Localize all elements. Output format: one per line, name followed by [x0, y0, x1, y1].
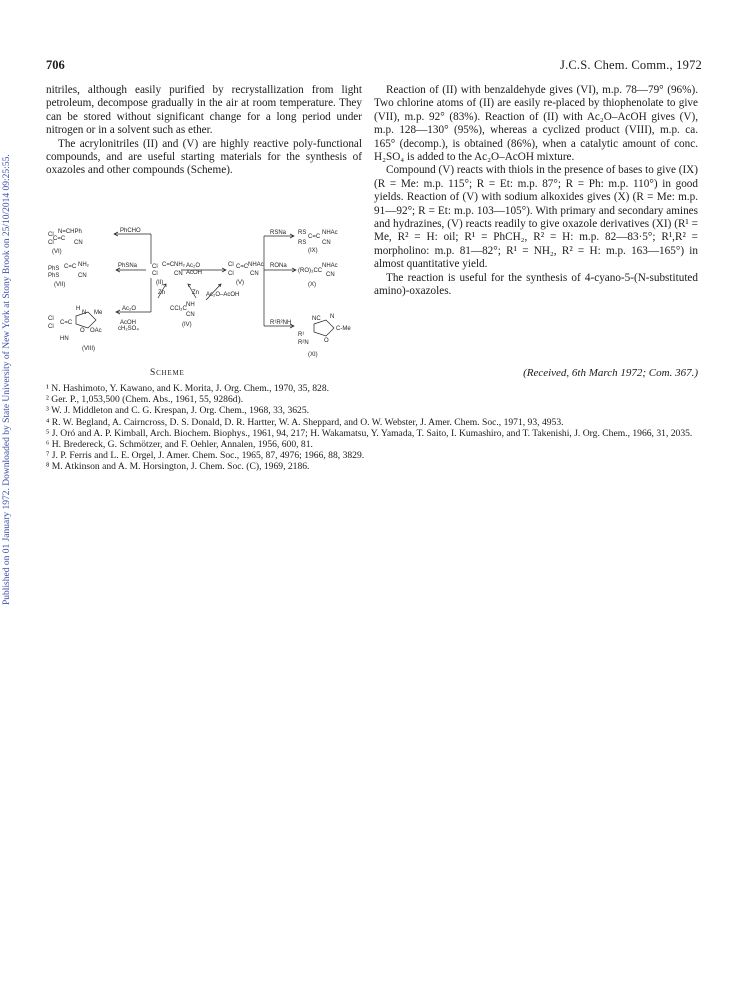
- reaction-scheme: [46, 226, 364, 362]
- svg-text:PhS: PhS: [48, 266, 60, 272]
- svg-text:O: O: [80, 328, 85, 334]
- reference-item: ⁴ R. W. Begland, A. Cairncross, D. S. Donald, D. R. Hartter, W. A. Sheppard, and O. W. Webster, J. Amer. Chem. Soc., 1971, 93, 4953.: [46, 416, 564, 428]
- label-viii: (VIII): [82, 346, 95, 352]
- scheme-caption: Scheme: [150, 368, 185, 378]
- svg-text:(RO)₃CC: (RO)₃CC: [298, 268, 323, 274]
- svg-text:R¹: R¹: [298, 332, 305, 338]
- svg-text:CN: CN: [78, 273, 87, 279]
- svg-text:CN: CN: [74, 240, 83, 246]
- svg-text:OAc: OAc: [90, 328, 102, 334]
- svg-text:NHAc: NHAc: [322, 263, 338, 269]
- svg-text:NH₂: NH₂: [78, 262, 89, 268]
- svg-text:Cl: Cl: [48, 232, 54, 238]
- svg-text:C=C: C=C: [236, 264, 249, 270]
- reagent-ac2o-2: Ac₂O: [122, 306, 136, 312]
- reagent-ac2o-acoh: Ac₂O–AcOH: [206, 292, 240, 298]
- svg-text:NH: NH: [186, 302, 195, 308]
- right-column: [374, 84, 698, 299]
- svg-text:C-Me: C-Me: [336, 326, 351, 332]
- svg-text:NC: NC: [312, 316, 321, 322]
- reagent-rona: RONa: [270, 263, 287, 269]
- reagent-phcho: PhCHO: [120, 228, 141, 234]
- svg-text:Me: Me: [94, 310, 103, 316]
- svg-text:NHAc: NHAc: [322, 230, 338, 236]
- right-paragraph-1: Reaction of (II) with benzaldehyde gives (VI), m.p. 78—79° (96%). Two chlorine atoms of (II) are easily re-placed by thiophenolate to give (VII), m.p. 92° (83%). Reaction of (II) with Ac₂O–AcOH gives (V), m.p. 128—130° (95%), whereas a cyclized product (VIII), m.p. ca. 165° (decomp.), is obtained (86%), when a catalytic amount of conc. H₂SO₄ is added to the Ac₂O–AcOH mixture.: [374, 84, 698, 164]
- page-number: 706: [46, 58, 65, 72]
- label-iv: (IV): [182, 322, 192, 328]
- svg-text:HN: HN: [60, 336, 69, 342]
- svg-text:R²N: R²N: [298, 340, 309, 346]
- reagent-h2so4: cH₂SO₄: [118, 326, 139, 332]
- svg-text:PhS: PhS: [48, 273, 60, 279]
- right-paragraph-2: Compound (V) reacts with thiols in the presence of bases to give (IX) (R = Me: m.p. 115°; R = Et: m.p. 87°; R = Ph: m.p. 110°) in good yields. Reaction of (V) with sodium alkoxides gives (X) (R = Me: m.p. 91—92°; R = Et: m.p. 103—105°). With primary and secondary amines and hydrazines, (V) reacts readily to give oxazole derivatives (XI) (R¹ = Me, R² = H: oil; R¹ = PhCH₂, R² = H: m.p. 82—83·5°; R¹,R² = morpholino: m.p. 81—82°; R¹ = NH₂, R² = H: m.p. 163—165°) in almost quantitative yield.: [374, 164, 698, 271]
- svg-text:CN: CN: [326, 272, 335, 278]
- reagent-rsna: RSNa: [270, 230, 287, 236]
- left-paragraph-2: The acrylonitriles (II) and (V) are highly reactive poly-functional compounds, and are useful starting materials for the synthesis of oxazoles and other compounds (Scheme).: [46, 137, 362, 177]
- svg-text:N: N: [82, 310, 87, 316]
- label-ii: (II): [156, 280, 164, 286]
- references: [46, 383, 698, 473]
- left-column: [46, 84, 362, 178]
- reference-item: ¹ N. Hashimoto, Y. Kawano, and K. Morita, J. Org. Chem., 1970, 35, 828.: [46, 383, 330, 394]
- svg-text:CN: CN: [250, 271, 259, 277]
- svg-text:RS: RS: [298, 240, 307, 246]
- label-ix: (IX): [308, 248, 318, 254]
- reagent-phsna: PhSNa: [118, 263, 138, 269]
- svg-text:CN: CN: [174, 271, 183, 277]
- reference-item: ² Ger. P., 1,053,500 (Chem. Abs., 1961, 55, 9286d).: [46, 394, 244, 406]
- reference-item: ⁵ J. Oró and A. P. Kimball, Arch. Biochem. Biophys., 1961, 94, 217; H. Wakamatsu, Y. Yamada, T. Saito, I. Kumashiro, and T. Takenishi, J. Org. Chem., 1966, 31, 2035.: [46, 427, 693, 439]
- label-v: (V): [236, 280, 244, 286]
- svg-text:Cl: Cl: [152, 271, 158, 277]
- download-watermark: Published on 01 January 1972. Downloaded by State University of New York at Stony Brook on 25/10/2014 09:25:55.: [2, 154, 12, 606]
- svg-text:C=C: C=C: [53, 236, 66, 242]
- reagent-r1r2nh: R¹R²NH: [270, 320, 292, 326]
- svg-text:H: H: [76, 306, 81, 312]
- reagent-zn-1: Zn: [158, 290, 166, 296]
- reagent-zn-2: Zn: [192, 290, 200, 296]
- reference-item: ⁶ H. Bredereck, G. Schmötzer, and F. Oehler, Annalen, 1956, 600, 81.: [46, 439, 313, 451]
- svg-text:C=C: C=C: [162, 262, 175, 268]
- reagent-ac2o: Ac₂O: [186, 263, 200, 269]
- svg-text:Cl: Cl: [228, 271, 234, 277]
- reagent-acoh: AcOH: [186, 270, 203, 276]
- reference-item: ³ W. J. Middleton and C. G. Krespan, J. Org. Chem., 1968, 33, 3625.: [46, 405, 310, 417]
- reference-item: ⁸ M. Atkinson and A. M. Horsington, J. Chem. Soc. (C), 1969, 2186.: [46, 461, 310, 473]
- svg-text:Cl: Cl: [228, 262, 234, 268]
- svg-text:CN: CN: [186, 312, 195, 318]
- svg-text:Cl: Cl: [48, 324, 54, 330]
- svg-text:NH₂: NH₂: [174, 262, 185, 268]
- svg-text:C=C: C=C: [60, 320, 73, 326]
- reagent-acoh-2: AcOH: [120, 320, 137, 326]
- reference-item: ⁷ J. P. Ferris and L. E. Orgel, J. Amer. Chem. Soc., 1965, 87, 4976; 1966, 88, 3829.: [46, 450, 365, 462]
- right-paragraph-3: The reaction is useful for the synthesis of 4-cyano-5-(N-substituted amino)-oxazoles.: [374, 271, 698, 298]
- svg-text:Cl: Cl: [152, 264, 158, 270]
- svg-text:N=CHPh: N=CHPh: [58, 229, 82, 235]
- label-x: (X): [308, 282, 316, 288]
- svg-text:NHAc: NHAc: [248, 262, 264, 268]
- label-vi: (VI): [52, 249, 62, 255]
- svg-text:C=C: C=C: [308, 234, 321, 240]
- received-date: (Received, 6th March 1972; Com. 367.): [523, 367, 698, 379]
- svg-text:N: N: [330, 314, 335, 320]
- svg-text:O: O: [324, 338, 329, 344]
- label-xi: (XI): [308, 352, 318, 358]
- label-vii: (VII): [54, 282, 66, 288]
- svg-text:C=C: C=C: [64, 264, 77, 270]
- svg-text:RS: RS: [298, 230, 307, 236]
- journal-header: J.C.S. Chem. Comm., 1972: [560, 58, 702, 72]
- svg-text:Cl: Cl: [48, 240, 54, 246]
- svg-text:CCl₃C: CCl₃C: [170, 306, 187, 312]
- svg-text:CN: CN: [322, 240, 331, 246]
- left-paragraph-1: nitriles, although easily purified by recrystallization from light petroleum, decompose gradually in the air at room temperature. They can be stored without significant change for a long period under nitrogen or in a solvent such as ether.: [46, 84, 362, 137]
- svg-text:Cl: Cl: [48, 316, 54, 322]
